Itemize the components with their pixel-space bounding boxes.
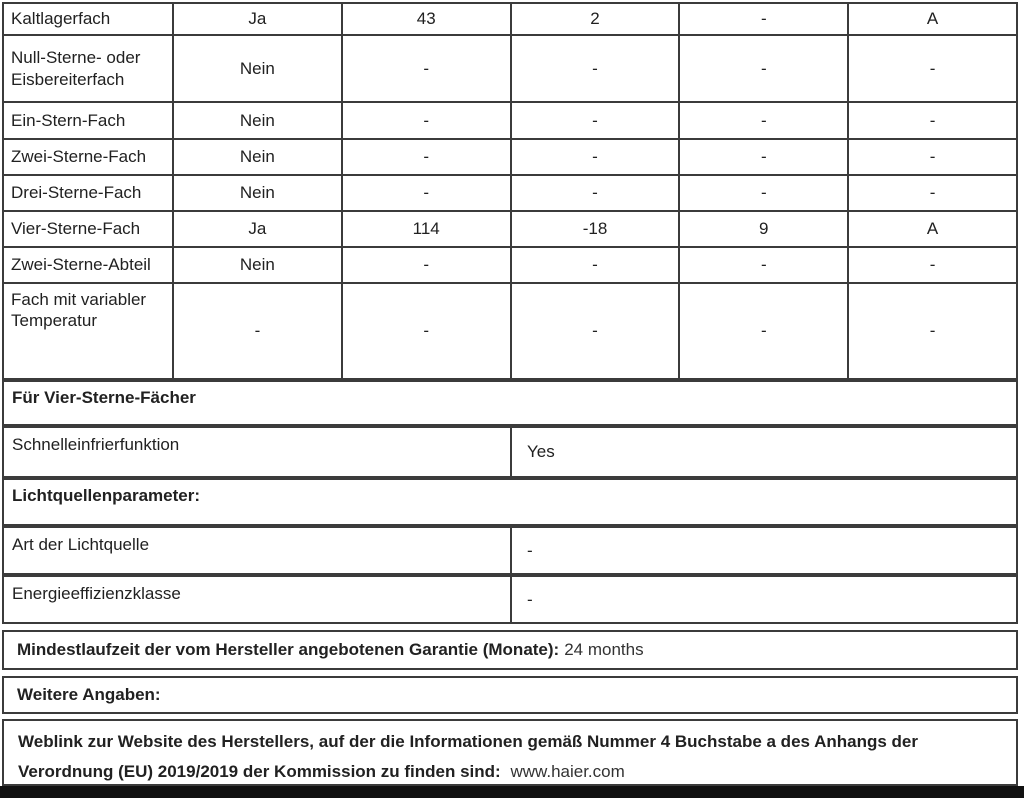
value-cell: - (512, 248, 681, 282)
value-cell: - (680, 103, 849, 138)
value-cell: - (174, 284, 343, 378)
light-source-type-value: - (527, 540, 533, 560)
value-cell: - (680, 4, 849, 34)
value-cell: - (929, 147, 936, 166)
warranty-row (2, 630, 1018, 670)
value-cell: Ja (174, 4, 343, 34)
row-label-cell: Kaltlagerfach (4, 4, 174, 34)
value-cell: - (929, 110, 936, 130)
weblink-row (2, 719, 1018, 786)
value-cell: Ja (174, 212, 343, 246)
light-source-section-header: Lichtquellenparameter: (2, 478, 1018, 526)
quick-freeze-row (2, 426, 1018, 478)
compartment-table-body (4, 4, 1016, 378)
light-source-efficiency-row (2, 575, 1018, 624)
value-cell: Nein (174, 140, 343, 174)
light-source-type-label: Art der Lichtquelle (4, 528, 512, 573)
value-cell: - (680, 140, 849, 174)
value-cell: - (343, 176, 512, 210)
four-star-section-header: Für Vier-Sterne-Fächer (2, 380, 1018, 426)
additional-info-row (2, 676, 1018, 714)
table-row (4, 4, 1016, 36)
value-cell: - (343, 103, 512, 138)
row-label-cell: Null-Sterne- oder Eisbereiterfach (4, 36, 174, 101)
value-cell: - (343, 248, 512, 282)
value-cell: - (512, 176, 681, 210)
value-cell: Nein (174, 248, 343, 282)
row-label-cell: Drei-Sterne-Fach (4, 176, 174, 210)
table-row (4, 284, 1016, 378)
row-label-cell: Zwei-Sterne-Abteil (4, 248, 174, 282)
value-cell: 2 (512, 4, 681, 34)
table-row (4, 103, 1016, 140)
value-cell: - (929, 255, 936, 274)
value-cell: A (926, 219, 939, 238)
light-source-type-row (2, 526, 1018, 575)
value-cell: - (929, 58, 936, 78)
value-cell: Nein (174, 103, 343, 138)
value-cell: 114 (343, 212, 512, 246)
weblink-label: Weblink zur Website des Herstellers, auf der die Informationen gemäß Nummer 4 Buchstabe a des Anhangs der Verordnung (EU) 2019/2019 der Kommission zu finden sind: (18, 732, 918, 781)
row-label-cell: Zwei-Sterne-Fach (4, 140, 174, 174)
value-cell: - (512, 103, 681, 138)
value-cell: - (929, 321, 936, 340)
value-cell: 9 (680, 212, 849, 246)
value-cell: - (343, 36, 512, 101)
page-bottom-bar (0, 786, 1024, 798)
compartment-table (2, 2, 1018, 380)
value-cell: - (512, 140, 681, 174)
value-cell: A (926, 9, 939, 28)
value-cell: - (343, 140, 512, 174)
table-row (4, 176, 1016, 212)
value-cell: - (929, 183, 936, 202)
quick-freeze-label: Schnelleinfrierfunktion (4, 428, 512, 476)
value-cell: 43 (343, 4, 512, 34)
value-cell: - (512, 284, 681, 378)
row-label-cell: Vier-Sterne-Fach (4, 212, 174, 246)
value-cell: Nein (174, 36, 343, 101)
additional-info-label: Weitere Angaben: (17, 685, 161, 704)
weblink-url: www.haier.com (510, 762, 625, 781)
row-label-cell: Ein-Stern-Fach (4, 103, 174, 138)
value-cell: - (512, 36, 681, 101)
quick-freeze-value: Yes (527, 442, 555, 461)
row-label-cell: Fach mit variabler Temperatur (4, 284, 174, 378)
value-cell: - (680, 36, 849, 101)
table-row (4, 248, 1016, 284)
value-cell: - (680, 284, 849, 378)
table-row (4, 36, 1016, 103)
light-source-efficiency-label: Energieeffizienzklasse (4, 577, 512, 622)
warranty-value: 24 months (564, 640, 644, 659)
value-cell: - (680, 176, 849, 210)
value-cell: - (680, 248, 849, 282)
light-source-efficiency-value: - (527, 589, 533, 609)
value-cell: -18 (512, 212, 681, 246)
value-cell: Nein (174, 176, 343, 210)
value-cell: - (343, 284, 512, 378)
warranty-label: Mindestlaufzeit der vom Hersteller angebotenen Garantie (Monate): (17, 640, 560, 659)
table-row (4, 140, 1016, 176)
table-row (4, 212, 1016, 248)
